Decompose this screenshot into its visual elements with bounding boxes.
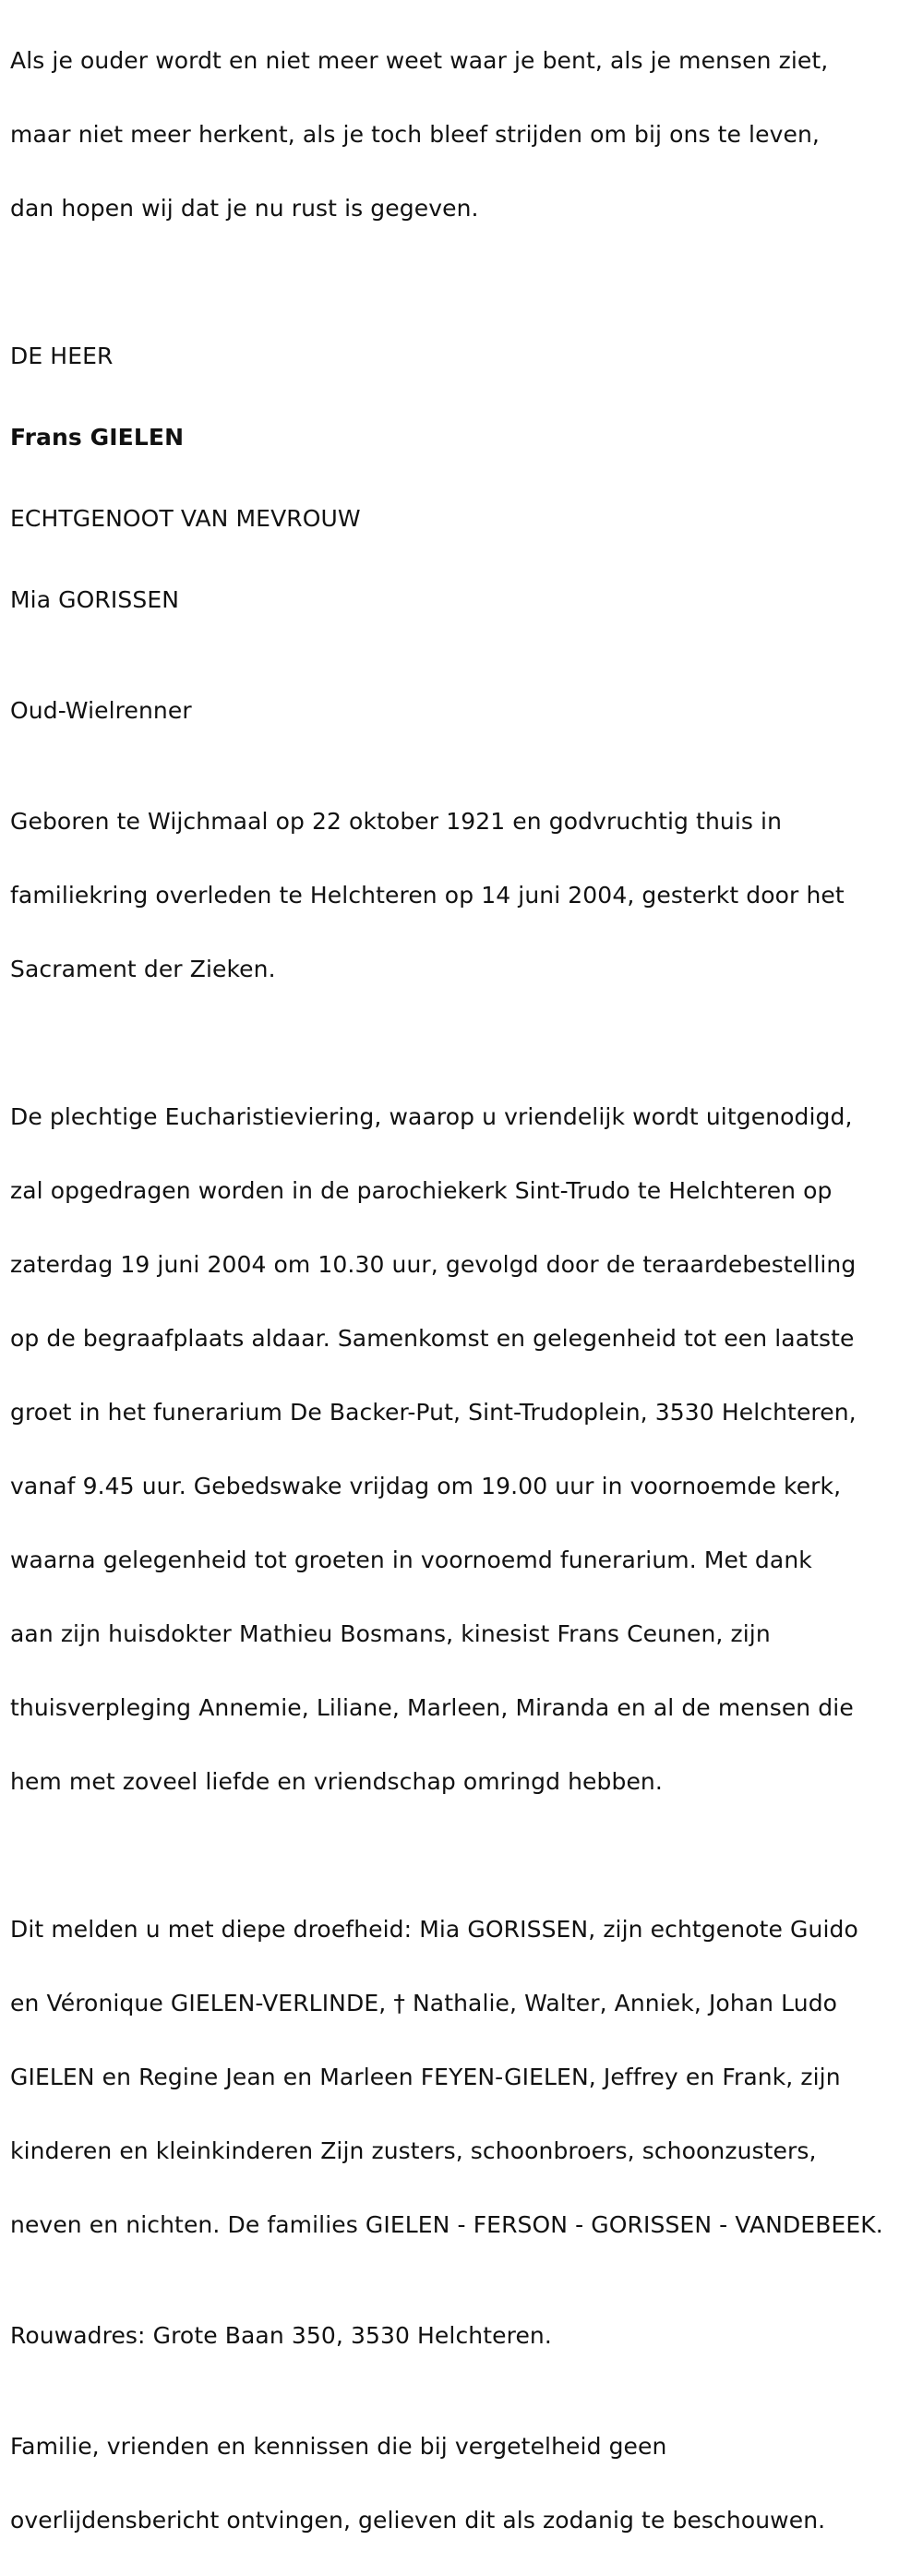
birth-line: Geboren te Wijchmaal op 22 oktober 1921 en godvruchtig thuis in — [10, 808, 783, 835]
ceremony-line: groet in het funerarium De Backer-Put, Sint-Trudoplein, 3530 Helchteren, — [10, 1399, 857, 1426]
closing-paragraph — [10, 2391, 923, 2576]
birth-paragraph — [10, 766, 923, 1025]
family-line — [10, 1985, 923, 2022]
ceremony-line: hem met zoveel liefde en vriendschap omringd hebben. — [10, 1768, 663, 1795]
cross-icon: † — [393, 1990, 405, 2016]
ceremony-line: vanaf 9.45 uur. Gebedswake vrijdag om 19.00 uur in voornoemde kerk, — [10, 1473, 842, 1499]
family-paragraph — [10, 1874, 923, 2281]
ceremony-line: De plechtige Eucharistieviering, waarop u vriendelijk wordt uitgenodigd, — [10, 1103, 853, 1130]
birth-line: Sacrament der Zieken. — [10, 956, 276, 982]
ceremony-line: op de begraafplaats aldaar. Samenkomst en gelegenheid tot een laatste — [10, 1325, 855, 1352]
family-line-part: Nathalie, Walter, Anniek, Johan Ludo — [404, 1990, 838, 2016]
family-line: GIELEN en Regine Jean en Marleen FEYEN-GIELEN, Jeffrey en Frank, zijn — [10, 2064, 841, 2090]
ceremony-line: zaterdag 19 juni 2004 om 10.30 uur, gevolgd door de teraardebestelling — [10, 1251, 857, 1278]
spouse-name: Mia GORISSEN — [10, 586, 180, 613]
deceased-header — [10, 301, 923, 656]
honorific-title: DE HEER — [10, 343, 114, 369]
ceremony-paragraph — [10, 1062, 923, 1837]
poem-paragraph — [10, 6, 923, 264]
deceased-name: Frans GIELEN — [10, 424, 185, 451]
family-line: Dit melden u met diepe droefheid: Mia GORISSEN, zijn echtgenote Guido — [10, 1916, 858, 1943]
closing-line: Familie, vrienden en kennissen die bij vergetelheid geen — [10, 2433, 667, 2460]
family-line: neven en nichten. De families GIELEN - FERSON - GORISSEN - VANDEBEEK. — [10, 2211, 883, 2238]
ceremony-line: zal opgedragen worden in de parochiekerk Sint-Trudo te Helchteren op — [10, 1177, 833, 1204]
ceremony-line: thuisverpleging Annemie, Liliane, Marleen, Miranda en al de mensen die — [10, 1694, 854, 1721]
poem-line: dan hopen wij dat je nu rust is gegeven. — [10, 195, 479, 222]
funeral-address: Rouwadres: Grote Baan 350, 3530 Helchteren. — [10, 2322, 552, 2349]
ceremony-line: aan zijn huisdokter Mathieu Bosmans, kinesist Frans Ceunen, zijn — [10, 1620, 771, 1647]
poem-line: Als je ouder wordt en niet meer weet waar je bent, als je mensen ziet, — [10, 47, 829, 74]
closing-line: overlijdensbericht ontvingen, gelieven dit als zodanig te beschouwen. — [10, 2507, 826, 2534]
family-line-part: en Véronique GIELEN-VERLINDE, — [10, 1990, 394, 2016]
relation-line: ECHTGENOOT VAN MEVROUW — [10, 505, 361, 532]
occupation: Oud-Wielrenner — [10, 697, 192, 724]
poem-line: maar niet meer herkent, als je toch bleef strijden om bij ons te leven, — [10, 121, 820, 148]
ceremony-line: waarna gelegenheid tot groeten in voornoemd funerarium. Met dank — [10, 1547, 812, 1573]
family-line: kinderen en kleinkinderen Zijn zusters, schoonbroers, schoonzusters, — [10, 2137, 817, 2164]
birth-line: familiekring overleden te Helchteren op 14 juni 2004, gesterkt door het — [10, 882, 845, 909]
